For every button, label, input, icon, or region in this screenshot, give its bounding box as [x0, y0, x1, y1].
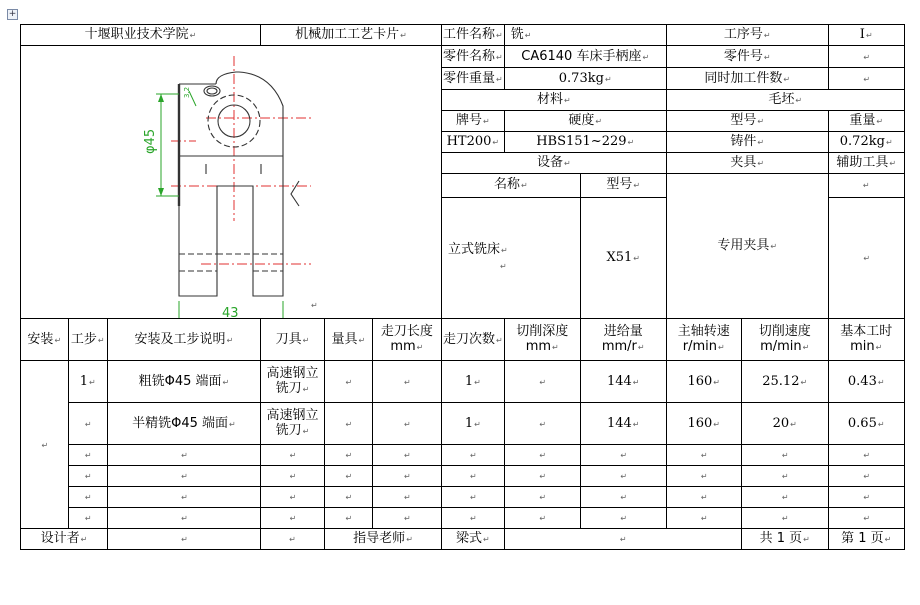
simul-count-value[interactable]: [828, 68, 904, 90]
small-dimension: 3.2: [183, 86, 191, 98]
time-cell[interactable]: 0.43 ↵: [828, 361, 904, 403]
table-row: [21, 445, 905, 466]
passes-cell[interactable]: [442, 508, 505, 529]
school-name: 十堰职业技术学院 ↵: [21, 25, 261, 46]
card-title: 机械加工工艺卡片 ↵: [260, 25, 441, 46]
depth-cell[interactable]: [504, 403, 580, 445]
tool-len-cell[interactable]: [372, 403, 441, 445]
speed-cell[interactable]: [741, 445, 828, 466]
aux-tool-blank: ↵: [828, 174, 904, 198]
tool-len-cell[interactable]: [372, 361, 441, 403]
blank-weight-value[interactable]: 0.72kg ↵: [828, 132, 904, 153]
part-sketch: [21, 46, 441, 318]
col-gauge: 量具 ↵: [325, 319, 373, 361]
speed-cell[interactable]: 20 ↵: [741, 403, 828, 445]
col-passes: 走刀次数 ↵: [442, 319, 505, 361]
depth-cell[interactable]: [504, 361, 580, 403]
col-tool-len: 走刀长度 mm ↵: [372, 319, 441, 361]
time-cell[interactable]: 0.65 ↵: [828, 403, 904, 445]
cutter-cell[interactable]: [260, 508, 324, 529]
speed-cell[interactable]: [741, 487, 828, 508]
student-label: 梁式 ↵: [442, 529, 505, 550]
time-cell[interactable]: [828, 445, 904, 466]
fixture-value[interactable]: 专用夹具 ↵: [666, 174, 828, 319]
grade-label: 牌号 ↵: [442, 111, 505, 132]
hardness-value[interactable]: HBS151~229 ↵: [504, 132, 666, 153]
desc-cell[interactable]: [107, 487, 260, 508]
footer-row: [21, 529, 905, 550]
gauge-cell[interactable]: [325, 508, 373, 529]
fixture-title: 夹具 ↵: [666, 153, 828, 174]
step-cell[interactable]: [68, 508, 107, 529]
tool-len-cell[interactable]: [372, 508, 441, 529]
diameter-dimension: φ45: [143, 128, 158, 154]
simul-count-label: 同时加工件数 ↵: [666, 68, 828, 90]
page-number: 第 1 页 ↵: [828, 529, 904, 550]
blank-title: 毛坯 ↵: [666, 90, 904, 111]
process-card: [20, 24, 905, 550]
aux-tool-title: 辅助工具 ↵: [828, 153, 904, 174]
col-step: 工步 ↵: [68, 319, 107, 361]
aux-tool-value[interactable]: [828, 197, 904, 319]
part-no-value[interactable]: [828, 46, 904, 68]
equipment-name-label: 名称 ↵: [442, 174, 581, 198]
col-time: 基本工时 min ↵: [828, 319, 904, 361]
step-cell[interactable]: [68, 487, 107, 508]
equipment-name-value[interactable]: 立式铣床 ↵ ↵: [442, 197, 581, 319]
cutter-cell[interactable]: 高速钢立铣刀 ↵: [260, 361, 324, 403]
part-drawing-cell: [21, 46, 442, 319]
desc-cell[interactable]: 半精铣Φ45 端面 ↵: [107, 403, 260, 445]
part-name-label: 零件名称 ↵: [442, 46, 505, 68]
total-pages: 共 1 页 ↵: [741, 529, 828, 550]
feed-cell[interactable]: 144 ↵: [580, 361, 666, 403]
hardness-label: 硬度 ↵: [504, 111, 666, 132]
table-row: [21, 403, 905, 445]
col-install: 安装 ↵: [21, 319, 69, 361]
depth-cell[interactable]: [504, 508, 580, 529]
process-no-label: 工序号 ↵: [666, 25, 828, 46]
cutter-cell[interactable]: 高速钢立铣刀 ↵: [260, 403, 324, 445]
step-cell[interactable]: 1 ↵: [68, 361, 107, 403]
feed-cell[interactable]: [580, 445, 666, 466]
step-cell[interactable]: [68, 466, 107, 487]
speed-cell[interactable]: 25.12 ↵: [741, 361, 828, 403]
process-card-table: [20, 24, 905, 550]
desc-cell[interactable]: [107, 445, 260, 466]
part-no-label: 零件号 ↵: [666, 46, 828, 68]
step-cell[interactable]: [68, 445, 107, 466]
install-cell[interactable]: [21, 361, 69, 529]
desc-cell[interactable]: [107, 508, 260, 529]
time-cell[interactable]: [828, 508, 904, 529]
paragraph-mark-icon: ↵: [311, 301, 318, 310]
spindle-cell[interactable]: [666, 487, 741, 508]
equipment-model-value[interactable]: X51 ↵: [580, 197, 666, 319]
col-speed: 切削速度 m/min ↵: [741, 319, 828, 361]
tool-len-cell[interactable]: [372, 487, 441, 508]
spindle-cell[interactable]: 160 ↵: [666, 403, 741, 445]
equipment-model-label: 型号 ↵: [580, 174, 666, 198]
passes-cell[interactable]: 1 ↵: [442, 361, 505, 403]
depth-cell[interactable]: [504, 466, 580, 487]
depth-cell[interactable]: [504, 445, 580, 466]
advisor-label: 指导老师 ↵: [325, 529, 442, 550]
spindle-cell[interactable]: [666, 466, 741, 487]
designer-extra[interactable]: ↵: [260, 529, 324, 550]
feed-cell[interactable]: 144 ↵: [580, 403, 666, 445]
feed-cell[interactable]: [580, 508, 666, 529]
gauge-cell[interactable]: [325, 445, 373, 466]
grade-value[interactable]: HT200 ↵: [442, 132, 505, 153]
part-name-value[interactable]: CA6140 车床手柄座 ↵: [504, 46, 666, 68]
equipment-title: 设备 ↵: [442, 153, 667, 174]
table-row: [21, 361, 905, 403]
gauge-cell[interactable]: [325, 487, 373, 508]
cutter-cell[interactable]: [260, 445, 324, 466]
blank-weight-label: 重量 ↵: [828, 111, 904, 132]
passes-cell[interactable]: [442, 487, 505, 508]
part-weight-label: 零件重量 ↵: [442, 68, 505, 90]
desc-cell[interactable]: [107, 466, 260, 487]
spindle-cell[interactable]: [666, 508, 741, 529]
table-move-handle-icon[interactable]: +: [8, 9, 17, 19]
gauge-cell[interactable]: [325, 466, 373, 487]
blank-type-value[interactable]: 铸件 ↵: [666, 132, 828, 153]
feed-cell[interactable]: [580, 466, 666, 487]
col-feed: 进给量 mm/r ↵: [580, 319, 666, 361]
time-cell[interactable]: [828, 466, 904, 487]
table-row: [21, 466, 905, 487]
gauge-cell[interactable]: [325, 403, 373, 445]
table-row: [21, 508, 905, 529]
tool-len-cell[interactable]: [372, 466, 441, 487]
spindle-cell[interactable]: [666, 445, 741, 466]
part-weight-value[interactable]: 0.73kg ↵: [504, 68, 666, 90]
tool-len-cell[interactable]: [372, 445, 441, 466]
col-spindle: 主轴转速 r/min ↵: [666, 319, 741, 361]
feed-cell[interactable]: [580, 487, 666, 508]
desc-cell[interactable]: 粗铣Φ45 端面 ↵: [107, 361, 260, 403]
cutter-cell[interactable]: [260, 466, 324, 487]
workpiece-name-label: 工件名称 ↵: [442, 25, 505, 46]
col-desc: 安装及工步说明 ↵: [107, 319, 260, 361]
cutter-cell[interactable]: [260, 487, 324, 508]
table-row: [21, 487, 905, 508]
material-title: 材料 ↵: [442, 90, 667, 111]
spindle-cell[interactable]: 160 ↵: [666, 361, 741, 403]
col-depth: 切削深度 mm ↵: [504, 319, 580, 361]
time-cell[interactable]: [828, 487, 904, 508]
student-value[interactable]: [504, 529, 741, 550]
step-cell[interactable]: [68, 403, 107, 445]
passes-cell[interactable]: [442, 445, 505, 466]
gauge-cell[interactable]: [325, 361, 373, 403]
depth-cell[interactable]: [504, 487, 580, 508]
passes-cell[interactable]: [442, 466, 505, 487]
width-dimension: 43: [222, 306, 239, 318]
process-no-value[interactable]: I ↵: [828, 25, 904, 46]
passes-cell[interactable]: 1 ↵: [442, 403, 505, 445]
speed-cell[interactable]: [741, 508, 828, 529]
col-cutter: 刀具 ↵: [260, 319, 324, 361]
speed-cell[interactable]: [741, 466, 828, 487]
designer-value[interactable]: [107, 529, 260, 550]
workpiece-name-value[interactable]: 铣 ↵: [504, 25, 666, 46]
designer-label: 设计者 ↵: [21, 529, 108, 550]
blank-type-label: 型号 ↵: [666, 111, 828, 132]
